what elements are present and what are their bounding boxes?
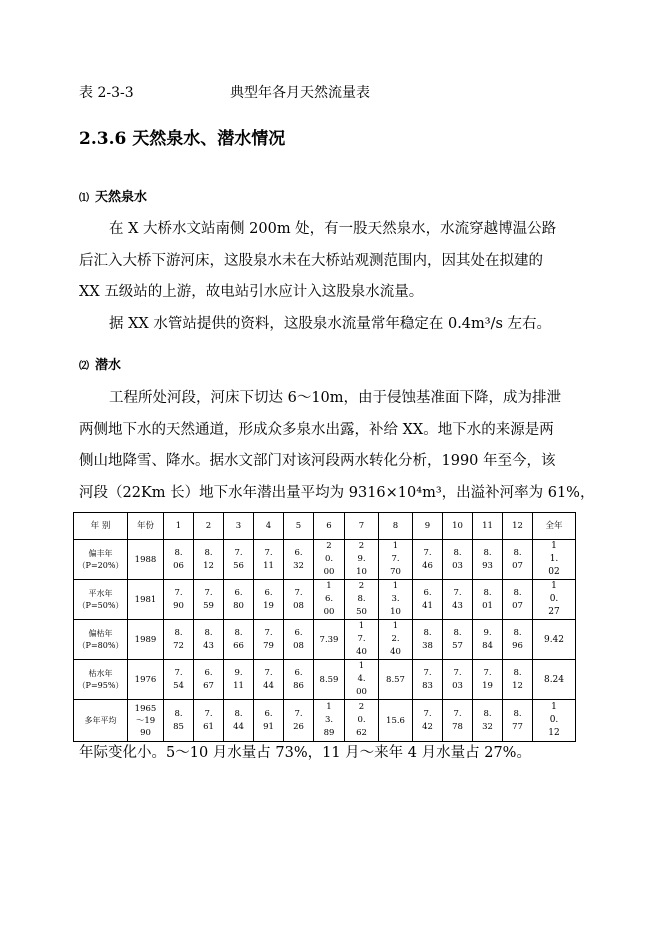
cell-value: 16.00 [323, 581, 335, 617]
row-year: 1981 [128, 580, 164, 620]
header-cell: 7 [345, 513, 379, 540]
cell-value: 14.00 [356, 661, 367, 697]
table-cell [254, 700, 284, 742]
header-cell: 8 [379, 513, 413, 540]
table-cell [164, 580, 194, 620]
cell-value: 8.44 [233, 708, 244, 732]
cell-value: 8.77 [512, 708, 523, 732]
caption-title: 典型年各月天然流量表 [230, 85, 370, 101]
cell-value: 7.11 [263, 547, 274, 571]
table-cell [443, 700, 473, 742]
table-cell [284, 540, 314, 580]
table-cell [503, 540, 533, 580]
cell-value: 8.01 [482, 587, 493, 611]
cell-value: 8.72 [173, 627, 184, 651]
row-label: 平水年（P=50%） [74, 580, 128, 620]
table-cell [345, 620, 379, 660]
table-cell [473, 540, 503, 580]
cell-value: 7.46 [422, 547, 433, 571]
cell-value: 17.40 [356, 621, 367, 657]
cell-value: 20.00 [323, 541, 335, 577]
cell-value: 8.24 [543, 674, 565, 685]
subheading-title: 潜水 [95, 358, 122, 373]
subheading-number: ⑴ [79, 193, 89, 204]
cell-value: 8.85 [173, 708, 184, 732]
table-cell [314, 660, 345, 700]
cell-value: 7.54 [173, 667, 184, 691]
header-cell: 4 [254, 513, 284, 540]
row-label: 偏枯年（P=80%） [74, 620, 128, 660]
cell-value: 6.32 [293, 547, 304, 571]
table-cell [379, 700, 413, 742]
cell-value: 7.26 [293, 708, 304, 732]
cell-value: 8.12 [512, 667, 523, 691]
table-cell [379, 580, 413, 620]
table-cell [503, 580, 533, 620]
header-cell: 3 [224, 513, 254, 540]
table-cell [254, 620, 284, 660]
row-year: 1988 [128, 540, 164, 580]
cell-value: 8.43 [203, 627, 214, 651]
caption-label: 表 2-3-3 [79, 85, 134, 101]
table-cell [473, 620, 503, 660]
table-cell [379, 620, 413, 660]
section-heading: 2.3.6 天然泉水、潜水情况 [79, 129, 286, 149]
table-cell [413, 580, 443, 620]
text-line: 后汇入大桥下游河床，这股泉水未在大桥站观测范围内，因其处在拟建的 [79, 252, 543, 269]
text-line: 侧山地降雪、降水。据水文部门对该河段两水转化分析，1990 年至今，该 [79, 453, 556, 469]
cell-value: 7.56 [233, 547, 244, 571]
row-year: 1989 [128, 620, 164, 660]
table-row [74, 700, 576, 742]
text-line: 年际变化小。5～10 月水量占 73%，11 月～来年 4 月水量占 27%。 [79, 745, 531, 761]
subheading-groundwater [79, 354, 121, 373]
table-cell [443, 540, 473, 580]
header-cell: 12 [503, 513, 533, 540]
cell-value: 13.10 [390, 581, 401, 617]
table-cell [164, 620, 194, 660]
cell-value: 6.41 [422, 587, 433, 611]
text-line: 河段（22Km 长）地下水年潜出量平均为 9316×10⁴m³，出溢补河率为 61%， [79, 484, 595, 501]
table-row [74, 620, 576, 660]
cell-value: 8.38 [422, 627, 433, 651]
cell-value: 15.6 [386, 715, 405, 726]
table-cell [194, 580, 224, 620]
cell-value: 7.59 [203, 587, 214, 611]
table-cell [284, 620, 314, 660]
table-cell [284, 700, 314, 742]
header-cell: 1 [164, 513, 194, 540]
table-cell [164, 540, 194, 580]
table-cell [473, 700, 503, 742]
subheading-spring [79, 186, 147, 205]
table-cell [443, 620, 473, 660]
table-cell [314, 580, 345, 620]
table-cell [413, 660, 443, 700]
cell-value: 6.08 [293, 627, 304, 651]
paragraph-spring [79, 214, 579, 340]
table-cell [194, 660, 224, 700]
cell-value: 7.90 [173, 587, 184, 611]
table-row [74, 540, 576, 580]
table-cell [443, 660, 473, 700]
row-label: 偏丰年（P=20%） [74, 540, 128, 580]
row-year [128, 700, 164, 742]
cell-value: 8.59 [319, 674, 339, 685]
cell-value: 10.27 [548, 581, 560, 617]
header-cell: 5 [284, 513, 314, 540]
cell-value: 7.79 [263, 627, 274, 651]
cell-value: 9.11 [233, 667, 244, 691]
table-cell [224, 660, 254, 700]
table-caption [79, 82, 370, 102]
cell-value: 12.40 [390, 621, 401, 657]
cell-value: 8.07 [512, 587, 523, 611]
table-cell [533, 620, 576, 660]
table-cell [533, 660, 576, 700]
cell-value: 8.07 [512, 547, 523, 571]
table-cell [413, 540, 443, 580]
header-cell: 年 别 [74, 513, 128, 540]
cell-value: 8.96 [512, 627, 523, 651]
cell-value: 7.03 [452, 667, 463, 691]
cell-value: 9.42 [543, 634, 565, 645]
text-line: 据 XX 水管站提供的资料，这股泉水流量常年稳定在 0.4m³/s 左右。 [109, 315, 552, 332]
text-line: XX 五级站的上游，故电站引水应计入这股泉水流量。 [79, 284, 424, 300]
cell-value: 20.62 [356, 702, 367, 738]
table-cell [254, 580, 284, 620]
table-cell [473, 660, 503, 700]
table-cell [345, 540, 379, 580]
table-cell [503, 620, 533, 660]
cell-value: 28.50 [356, 581, 367, 617]
header-cell: 11 [473, 513, 503, 540]
cell-value: 8.12 [203, 547, 214, 571]
cell-value: 7.43 [452, 587, 463, 611]
table-cell [164, 700, 194, 742]
header-cell: 全年 [533, 513, 576, 540]
table-cell [224, 700, 254, 742]
table-cell [379, 660, 413, 700]
table-cell [194, 540, 224, 580]
cell-value: 6.91 [263, 708, 274, 732]
table-cell [194, 700, 224, 742]
cell-value: 7.78 [452, 708, 463, 732]
subheading-number: ⑵ [79, 361, 89, 372]
text-line: 两侧地下水的天然通道，形成众多泉水出露，补给 XX。地下水的来源是两 [79, 421, 554, 438]
cell-value: 6.86 [293, 667, 304, 691]
table-cell [254, 540, 284, 580]
cell-value: 29.10 [356, 541, 367, 577]
table-cell [379, 540, 413, 580]
cell-value: 7.44 [263, 667, 274, 691]
cell-value: 8.66 [233, 627, 244, 651]
cell-value: 10.12 [548, 702, 560, 738]
table-cell [413, 620, 443, 660]
year-value: 1965～1990 [134, 703, 157, 738]
row-label: 多年平均 [74, 700, 128, 742]
table-header-row [74, 513, 576, 540]
row-label: 枯水年（P=95%） [74, 660, 128, 700]
table-cell [284, 580, 314, 620]
text-line: 工程所处河段，河床下切达 6～10m，由于侵蚀基准面下降，成为排泄 [109, 390, 562, 406]
cell-value: 7.08 [293, 587, 304, 611]
table-cell [164, 660, 194, 700]
header-cell: 6 [314, 513, 345, 540]
table-cell [533, 540, 576, 580]
table-row [74, 660, 576, 700]
row-year: 1976 [128, 660, 164, 700]
header-cell: 年份 [128, 513, 164, 540]
table-cell [345, 580, 379, 620]
cell-value: 9.84 [482, 627, 493, 651]
text-line: 在 X 大桥水文站南侧 200m 处，有一股天然泉水，水流穿越博温公路 [109, 221, 557, 237]
header-cell: 10 [443, 513, 473, 540]
cell-value: 11.02 [548, 541, 560, 577]
cell-value: 7.39 [319, 634, 339, 645]
table-row [74, 580, 576, 620]
cell-value: 8.57 [386, 674, 405, 685]
table-cell [224, 540, 254, 580]
table-cell [224, 620, 254, 660]
cell-value: 8.03 [452, 547, 463, 571]
table-cell [503, 700, 533, 742]
cell-value: 17.70 [390, 541, 401, 577]
cell-value: 7.61 [203, 708, 214, 732]
cell-value: 6.67 [203, 667, 214, 691]
table-cell [254, 660, 284, 700]
table-cell [224, 580, 254, 620]
table-cell [473, 580, 503, 620]
flow-table [73, 512, 576, 742]
header-cell: 9 [413, 513, 443, 540]
table-cell [413, 700, 443, 742]
table-cell [284, 660, 314, 700]
table-cell [194, 620, 224, 660]
cell-value: 6.19 [263, 587, 274, 611]
cell-value: 7.83 [422, 667, 433, 691]
table-cell [533, 700, 576, 742]
header-cell: 2 [194, 513, 224, 540]
paragraph-groundwater [79, 383, 595, 509]
subheading-title: 天然泉水 [95, 190, 148, 205]
table-cell [345, 700, 379, 742]
cell-value: 6.80 [233, 587, 244, 611]
table-cell [314, 540, 345, 580]
cell-value: 13.89 [323, 702, 335, 738]
cell-value: 8.93 [482, 547, 493, 571]
table-cell [443, 580, 473, 620]
cell-value: 7.19 [482, 667, 493, 691]
cell-value: 8.57 [452, 627, 463, 651]
cell-value: 8.32 [482, 708, 493, 732]
table-cell [345, 660, 379, 700]
table-cell [314, 700, 345, 742]
table-cell [314, 620, 345, 660]
table-cell [533, 580, 576, 620]
cell-value: 8.06 [173, 547, 184, 571]
cell-value: 7.42 [422, 708, 433, 732]
table-cell [503, 660, 533, 700]
